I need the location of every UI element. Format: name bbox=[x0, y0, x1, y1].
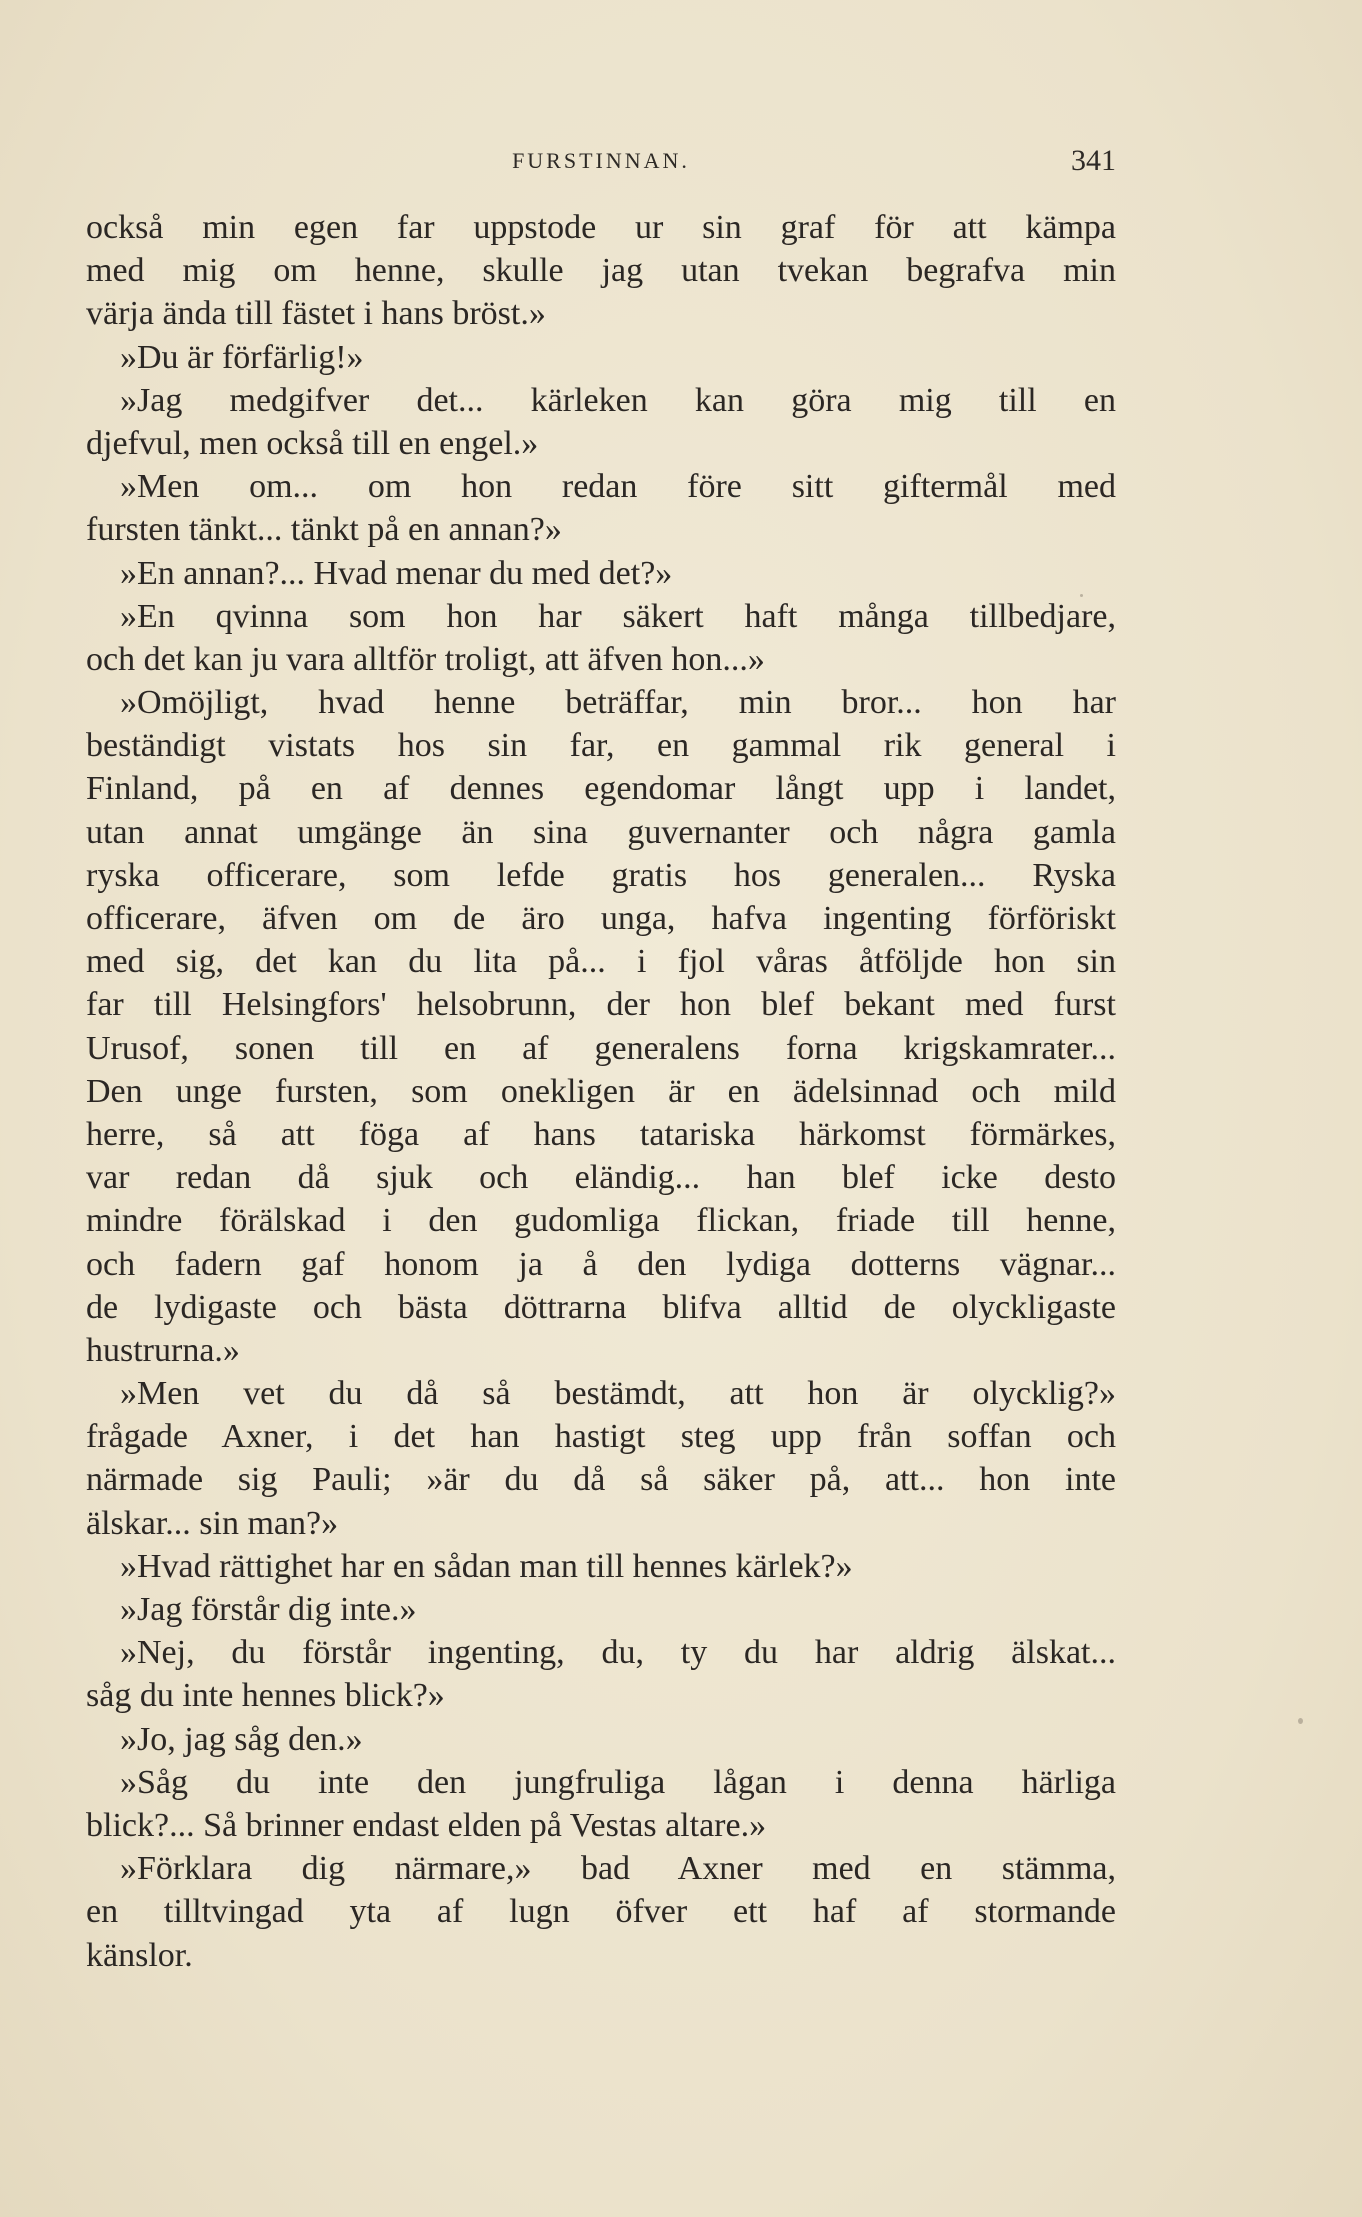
text-line: hustrurna.» bbox=[86, 1331, 240, 1369]
text-line: värja ända till fästet i hans bröst.» bbox=[86, 295, 546, 333]
text-line: »Nej, du förstår ingenting, du, ty du har aldrig älskat... bbox=[120, 1634, 1116, 1672]
text-line: älskar... sin man?» bbox=[86, 1504, 339, 1542]
text-line: Urusof, sonen till en af generalens forna krigskamrater... bbox=[86, 1029, 1116, 1067]
text-line: en tilltvingad yta af lugn öfver ett haf af stormande bbox=[86, 1893, 1116, 1931]
text-line: känslor. bbox=[86, 1936, 193, 1974]
text-line: »Förklara dig närmare,» bad Axner med en stämma, bbox=[120, 1850, 1116, 1888]
body-text bbox=[86, 206, 1116, 1977]
text-line: blick?... Så brinner endast elden på Vestas altare.» bbox=[86, 1806, 767, 1844]
text-line: såg du inte hennes blick?» bbox=[86, 1677, 445, 1715]
text-line: »Jag medgifver det... kärleken kan göra mig till en bbox=[120, 381, 1116, 419]
text-line: »En annan?... Hvad menar du med det?» bbox=[120, 554, 673, 592]
text-line: och fadern gaf honom ja å den lydiga dotterns vägnar... bbox=[86, 1245, 1116, 1283]
text-line: »En qvinna som hon har säkert haft många tillbedjare, bbox=[120, 597, 1116, 635]
text-line: far till Helsingfors' helsobrunn, der hon blef bekant med furst bbox=[86, 986, 1116, 1024]
text-line: ryska officerare, som lefde gratis hos generalen... Ryska bbox=[86, 856, 1116, 894]
text-line: herre, så att föga af hans tatariska härkomst förmärkes, bbox=[86, 1115, 1116, 1153]
running-title: FURSTINNAN. bbox=[512, 148, 690, 173]
text-line: »Du är förfärlig!» bbox=[120, 338, 364, 376]
text-line: de lydigaste och bästa döttrarna blifva alltid de olyckligaste bbox=[86, 1288, 1116, 1326]
text-line: närmade sig Pauli; »är du då så säker på, att... hon inte bbox=[86, 1461, 1116, 1499]
text-line: »Men om... om hon redan före sitt giftermål med bbox=[120, 468, 1116, 506]
text-line: mindre förälskad i den gudomliga flickan, friade till henne, bbox=[86, 1202, 1116, 1240]
text-line: med mig om henne, skulle jag utan tvekan begrafva min bbox=[86, 252, 1116, 290]
text-line: och det kan ju vara alltför troligt, att äfven hon...» bbox=[86, 640, 765, 678]
page-header bbox=[86, 144, 1116, 180]
paper-speck bbox=[1298, 1718, 1303, 1724]
paper-speck bbox=[1080, 594, 1083, 597]
text-line: officerare, äfven om de äro unga, hafva ingenting förföriskt bbox=[86, 900, 1116, 937]
text-line: Den unge fursten, som onekligen är en ädelsinnad och mild bbox=[86, 1072, 1116, 1110]
text-line: utan annat umgänge än sina guvernanter och några gamla bbox=[86, 813, 1116, 851]
text-line: »Jo, jag såg den.» bbox=[120, 1720, 363, 1758]
page-number: 341 bbox=[1071, 144, 1116, 177]
text-line: beständigt vistats hos sin far, en gammal rik general i bbox=[86, 727, 1116, 765]
text-line: var redan då sjuk och eländig... han blef icke desto bbox=[86, 1159, 1116, 1197]
text-line: djefvul, men också till en engel.» bbox=[86, 424, 539, 462]
text-line: Finland, på en af dennes egendomar långt upp i landet, bbox=[86, 770, 1116, 808]
text-line: frågade Axner, i det han hastigt steg upp från soffan och bbox=[86, 1418, 1116, 1456]
text-line: också min egen far uppstode ur sin graf för att kämpa bbox=[86, 209, 1116, 246]
text-line: »Omöjligt, hvad henne beträffar, min bror... hon har bbox=[120, 684, 1116, 722]
text-line: med sig, det kan du lita på... i fjol våras åtföljde hon sin bbox=[86, 943, 1116, 981]
text-line: »Såg du inte den jungfruliga lågan i denna härliga bbox=[120, 1763, 1116, 1801]
text-line: »Jag förstår dig inte.» bbox=[120, 1591, 417, 1628]
text-line: »Hvad rättighet har en sådan man till hennes kärlek?» bbox=[120, 1547, 853, 1585]
text-line: »Men vet du då så bestämdt, att hon är olycklig?» bbox=[120, 1375, 1116, 1413]
text-line: fursten tänkt... tänkt på en annan?» bbox=[86, 511, 562, 549]
